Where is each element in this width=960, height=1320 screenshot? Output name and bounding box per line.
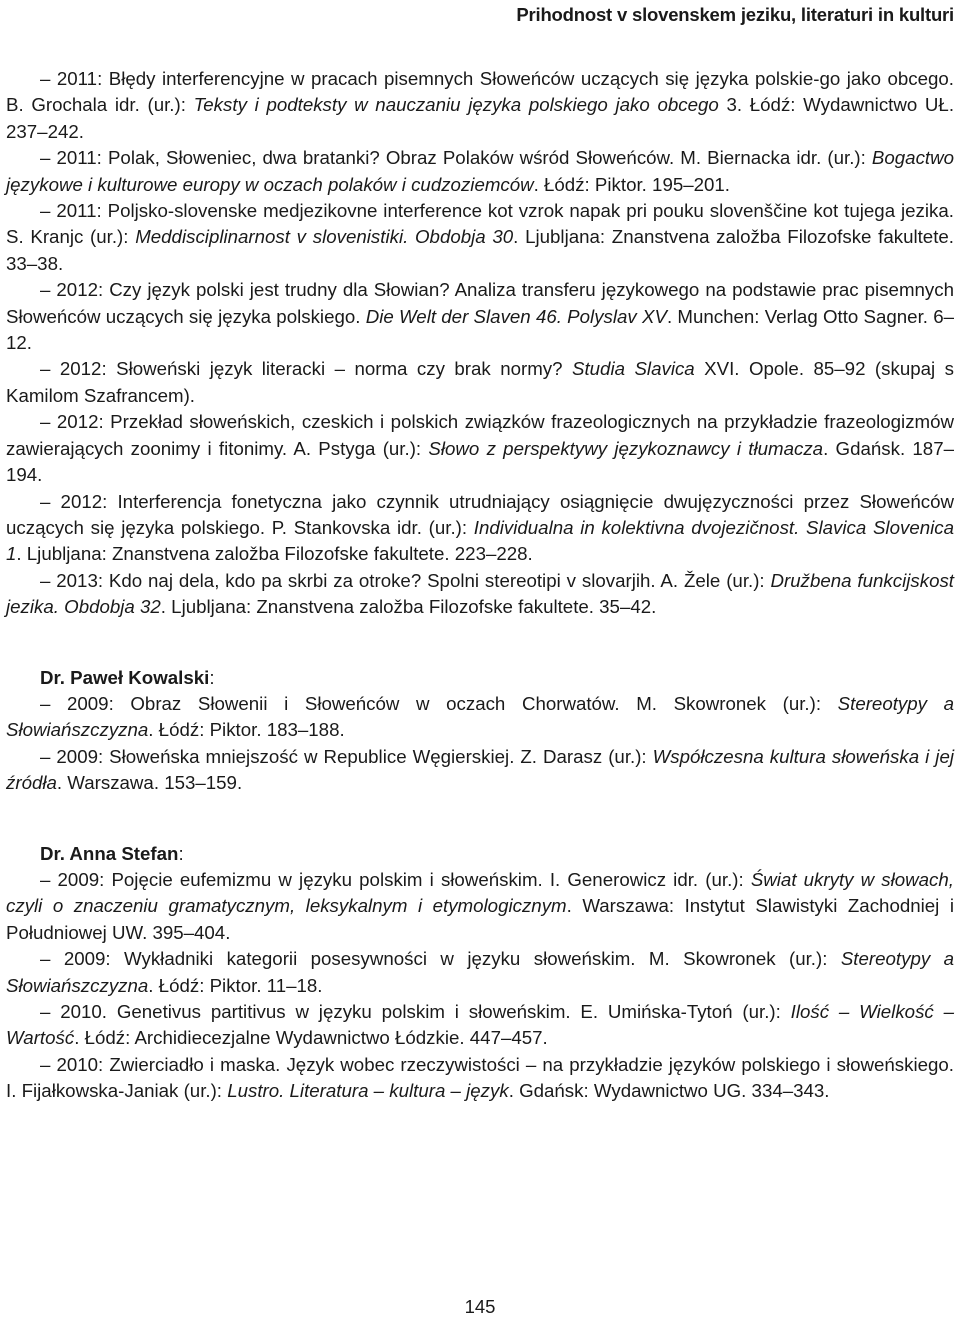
page-number: 145 bbox=[464, 1296, 496, 1317]
bibliography-entry: – 2012: Interferencja fonetyczna jako czynnik utrudniający osiągnięcie dwujęzyczności przez Słoweńców uczących się języka polskiego. P. Stankovska idr. (ur.): Individualna in kolektivna dvojezičnost. Slavica Slovenica 1. Ljubljana: Znanstvena založba Filozofske fakultete. 223–228. bbox=[6, 490, 954, 565]
author-name: Dr. Anna Stefan bbox=[40, 842, 179, 864]
bibliography-entry: – 2009: Obraz Słowenii i Słoweńców w oczach Chorwatów. M. Skowronek (ur.): Stereotypy a Słowiańszczyzna. Łódź: Piktor. 183–188. bbox=[6, 692, 954, 741]
author-name: Dr. Paweł Kowalski bbox=[40, 666, 210, 688]
bibliography-entry: – 2009: Wykładniki kategorii posesywności w języku słoweńskim. M. Skowronek (ur.): Stereotypy a Słowiańszczyzna. Łódź: Piktor. 11–18. bbox=[6, 948, 954, 996]
author-heading: Dr. Anna Stefan: bbox=[40, 842, 184, 864]
bibliography-entry: – 2011: Błędy interferencyjne w pracach pisemnych Słoweńców uczących się języka polskie-go jako obcego. B. Grochala idr. (ur.): Teksty i podteksty w nauczaniu języka polskiego jako obcego 3. Łódź: Wydawnictwo UŁ. 237–242. bbox=[6, 68, 955, 142]
bibliography-entry: – 2013: Kdo naj dela, kdo pa skrbi za otroke? Spolni stereotipi v slovarjih. A. Žele (ur.): Družbena funkcijskost jezika. Obdobja 32. Ljubljana: Znanstvena založba Filozofske fakultete. 35–42. bbox=[6, 569, 954, 618]
bibliography-entry: – 2009: Słoweńska mniejszość w Republice Węgierskiej. Z. Darasz (ur.): Współczesna kultura słoweńska i jej źródła. Warszawa. 153–159. bbox=[6, 745, 954, 794]
running-header: Prihodnost v slovenskem jeziku, literaturi in kulturi bbox=[516, 4, 954, 25]
bibliography-entry: – 2012: Czy język polski jest trudny dla Słowian? Analiza transferu językowego na podstawie prac pisemnych Słoweńców uczących się języka polskiego. Die Welt der Slaven 46. Polyslav XV. Munchen: Verlag Otto Sagner. 6–12. bbox=[6, 279, 954, 354]
author-heading: Dr. Paweł Kowalski: bbox=[40, 666, 215, 688]
bibliography-entry: – 2009: Pojęcie eufemizmu w języku polskim i słoweńskim. I. Generowicz idr. (ur.): Świat ukryty w słowach, czyli o znaczeniu gramatycznym, leksykalnym i etymologicznym. Warszawa: Instytut Slawistyki Zachodniej i Południowej UW. 395–404. bbox=[6, 868, 954, 943]
bibliography bbox=[6, 66, 954, 1105]
bibliography-entry: – 2010. Genetivus partitivus w języku polskim i słoweńskim. E. Umińska-Tytoń (ur.): Ilość – Wielkość – Wartość. Łódź: Archidiecezjalne Wydawnictwo Łódzkie. 447–457. bbox=[6, 1001, 955, 1049]
bibliography-entry: – 2012: Przekład słoweńskich, czeskich i polskich związków frazeologicznych na przykładzie frazeologizmów zawierających zoonimy i fitonimy. A. Pstyga (ur.): Słowo z perspektywy językoznawcy i tłumacza. Gdańsk. 187–194. bbox=[6, 411, 954, 486]
bibliography-entry: – 2011: Polak, Słoweniec, dwa bratanki? Obraz Polaków wśród Słoweńców. M. Biernacka idr. (ur.): Bogactwo językowe i kulturowe europy w oczach polaków i cudzoziemców. Łódź: Piktor. 195–201. bbox=[6, 147, 954, 195]
bibliography-entry: – 2010: Zwierciadło i maska. Język wobec rzeczywistości – na przykładzie języków polskiego i słoweńskiego. I. Fijałkowska-Janiak (ur.): Lustro. Literatura – kultura – język. Gdańsk: Wydawnictwo UG. 334–343. bbox=[6, 1053, 954, 1102]
bibliography-entry: – 2011: Poljsko-slovenske medjezikovne interference kot vzrok napak pri pouku slovenščine kot tujega jezika. S. Kranjc (ur.): Meddisciplinarnost v slovenistiki. Obdobja 30. Ljubljana: Znanstvena založba Filozofske fakultete. 33–38. bbox=[6, 200, 954, 274]
bibliography-entry: – 2012: Słoweński język literacki – norma czy brak normy? Studia Slavica XVI. Opole. 85–92 (skupaj s Kamilom Szafrancem). bbox=[6, 358, 954, 406]
